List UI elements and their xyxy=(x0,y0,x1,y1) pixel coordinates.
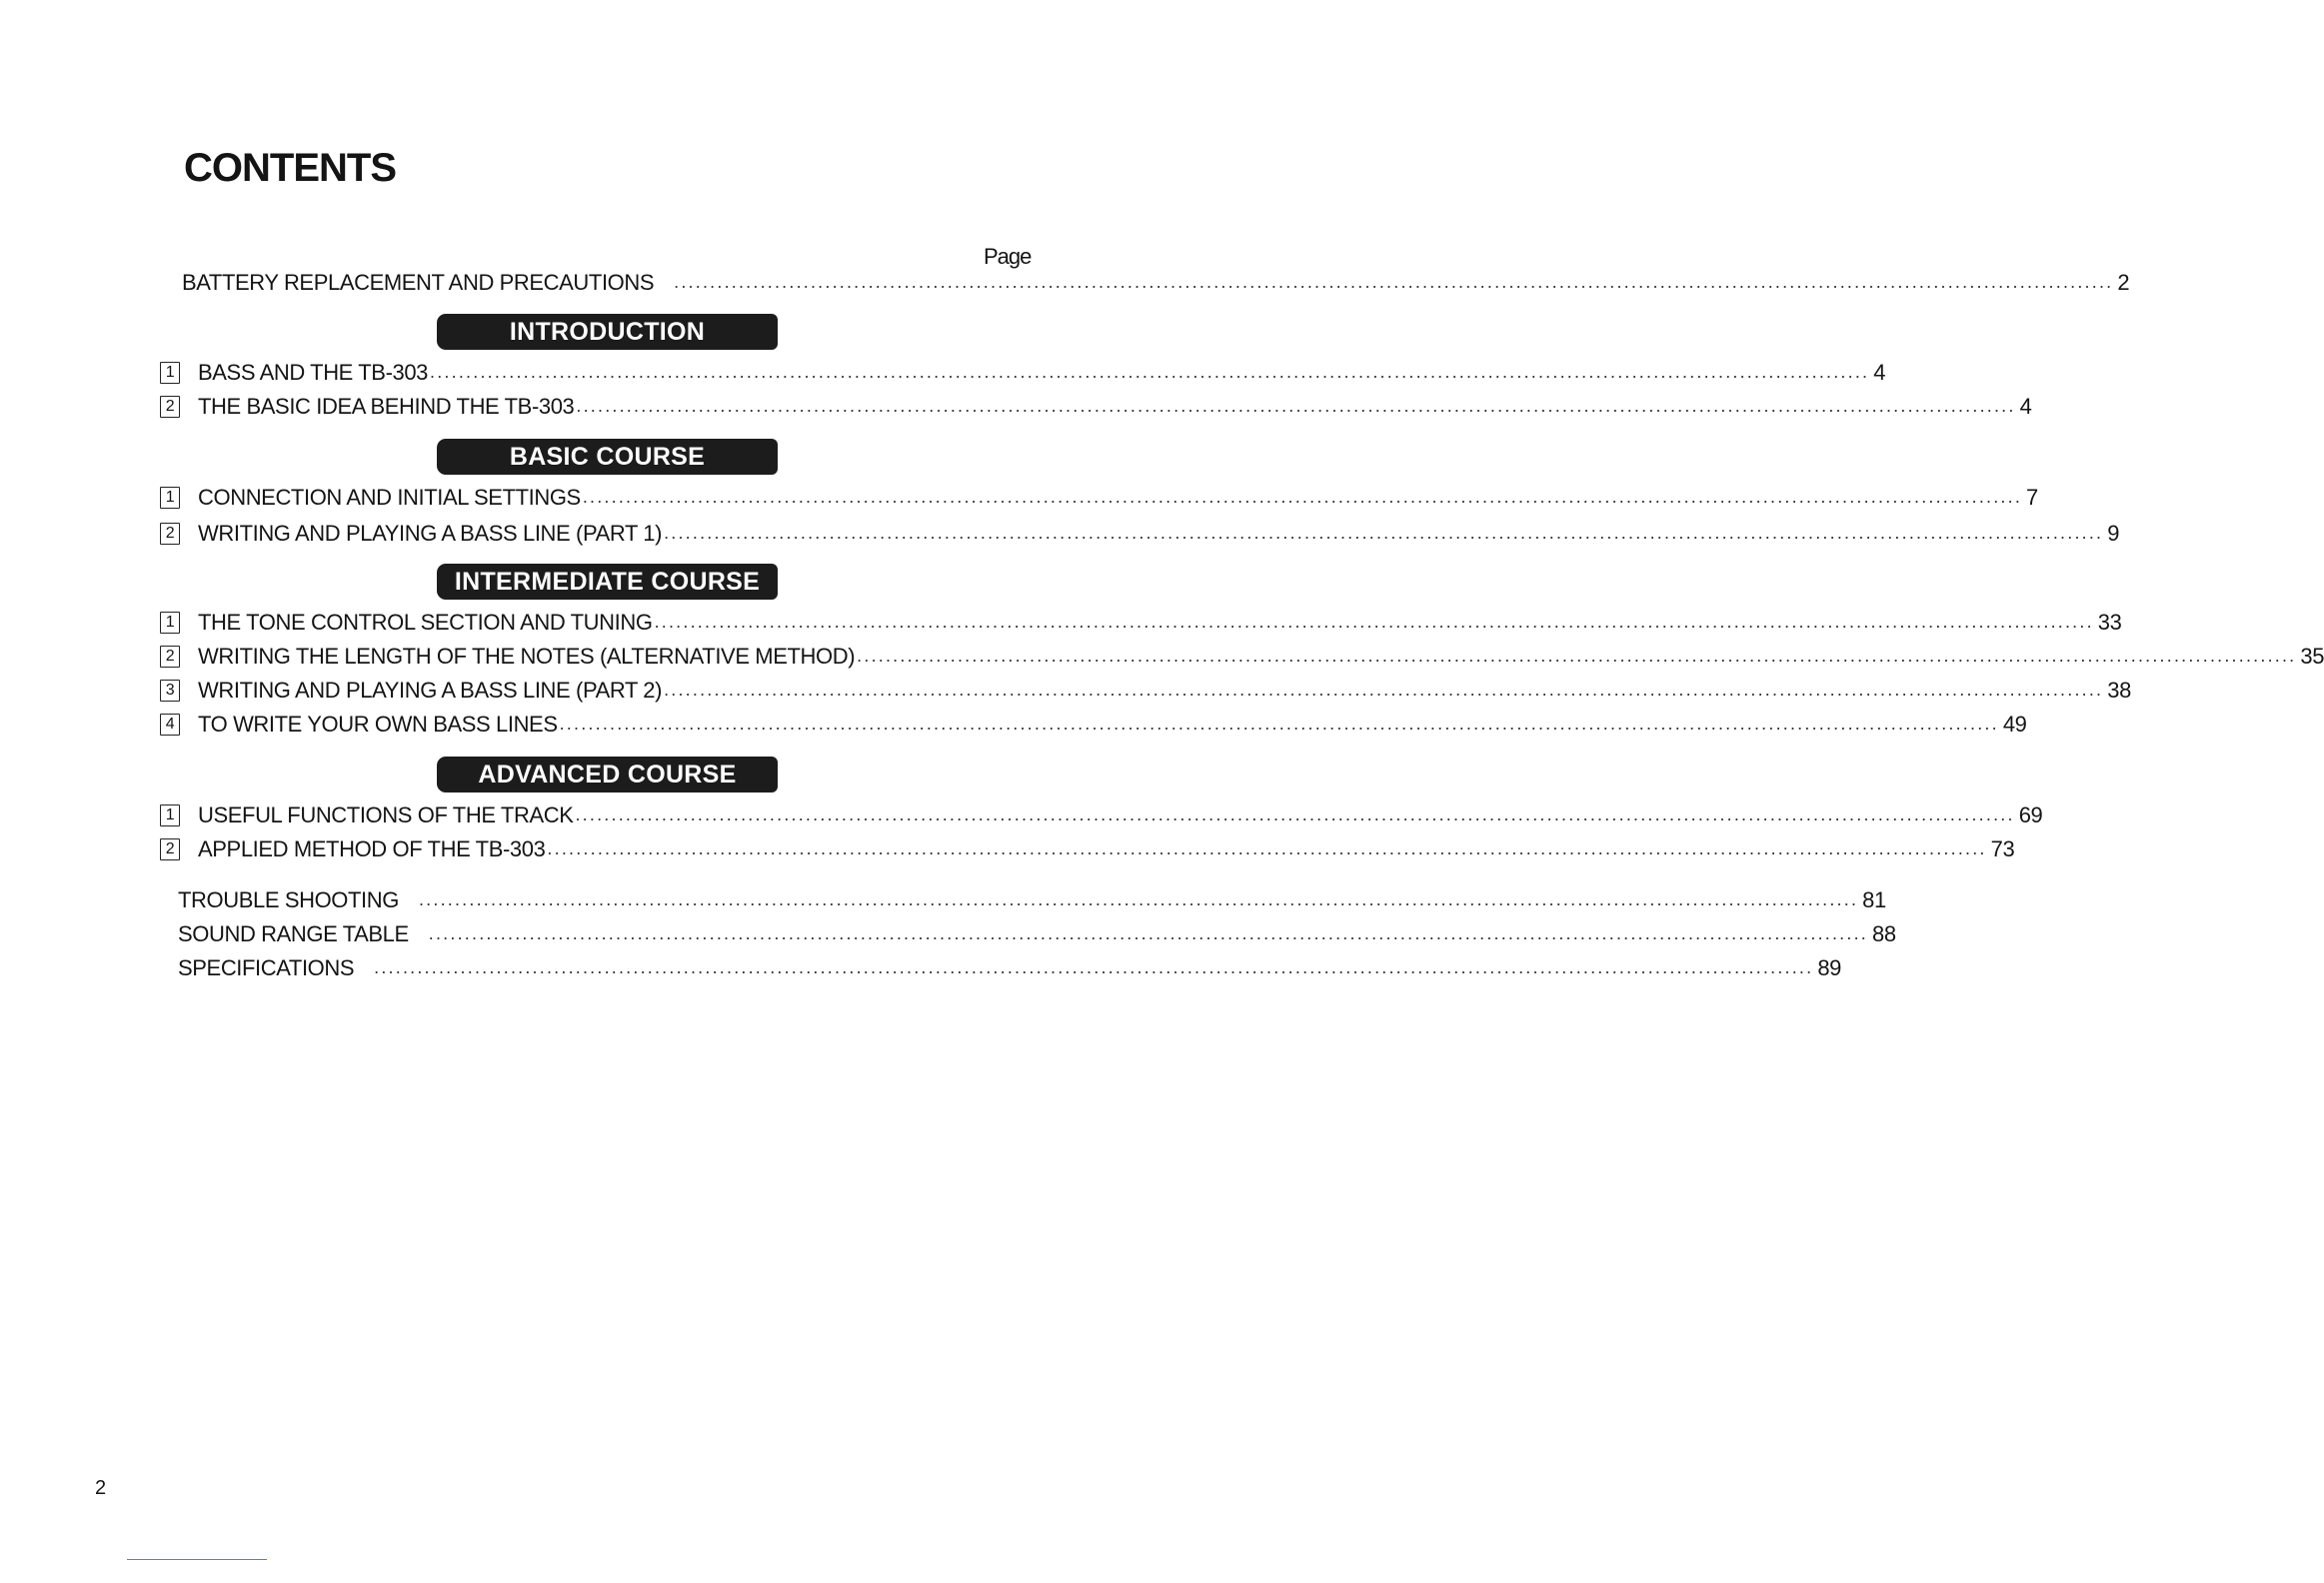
toc-entry-label: APPLIED METHOD OF THE TB-303 xyxy=(198,836,546,861)
page-column-label: Page xyxy=(984,244,1032,269)
section-number-box: 1 xyxy=(160,362,180,384)
toc-entry[interactable] xyxy=(160,392,2032,422)
toc-entry-page: 2 xyxy=(2117,270,2130,295)
dot-leader: ........................................................................................................................................................................................................ xyxy=(547,838,1987,858)
toc-entry-label: SPECIFICATIONS xyxy=(178,955,355,980)
dot-leader: ........................................................................................................................................................................................................ xyxy=(582,487,2023,507)
toc-entry-label: BATTERY REPLACEMENT AND PRECAUTIONS xyxy=(182,270,655,295)
dot-leader: ........................................................................................................................................................................................................ xyxy=(576,396,2016,416)
dot-leader: ........................................................................................................................................................................................................ xyxy=(575,804,2015,824)
toc-entry-page: 7 xyxy=(2026,485,2038,510)
toc-entry-page: 69 xyxy=(2018,802,2043,827)
toc-entry[interactable] xyxy=(182,268,2130,298)
dot-leader: ........................................................................................................................................................................................................ xyxy=(374,957,1814,977)
dot-leader: ........................................................................................................................................................................................................ xyxy=(430,362,1870,382)
toc-entry-label: SOUND RANGE TABLE xyxy=(178,921,409,946)
section-number-box: 2 xyxy=(160,838,180,860)
toc-entry-page: 73 xyxy=(1990,836,2015,861)
dot-leader: ........................................................................................................................................................................................................ xyxy=(664,680,2104,700)
toc-entry-label: TO WRITE YOUR OWN BASS LINES xyxy=(198,712,558,737)
toc-entry-page: 9 xyxy=(2107,521,2120,546)
toc-entry-page: 88 xyxy=(1871,921,1896,946)
dot-leader: ........................................................................................................................................................................................................ xyxy=(674,272,2114,292)
toc-entry-page: 89 xyxy=(1817,955,1842,980)
toc-entry[interactable] xyxy=(160,710,2027,740)
toc-entry-page: 49 xyxy=(2002,712,2027,737)
section-number-box: 1 xyxy=(160,804,180,826)
section-banner-advanced-course: ADVANCED COURSE xyxy=(437,757,778,792)
section-number-box: 1 xyxy=(160,487,180,509)
toc-entry-label: WRITING AND PLAYING A BASS LINE (PART 2) xyxy=(198,678,663,703)
toc-entry-label: THE BASIC IDEA BEHIND THE TB-303 xyxy=(198,394,575,419)
toc-entry-label: USEFUL FUNCTIONS OF THE TRACK xyxy=(198,802,574,827)
section-number-box: 3 xyxy=(160,680,180,702)
toc-entry[interactable] xyxy=(160,519,2120,549)
section-number-box: 2 xyxy=(160,396,180,418)
toc-entry[interactable] xyxy=(160,358,1886,388)
toc-entry-label: THE TONE CONTROL SECTION AND TUNING xyxy=(198,610,653,635)
toc-entry[interactable] xyxy=(160,608,2122,638)
toc-entry[interactable] xyxy=(178,885,1886,915)
toc-entry[interactable] xyxy=(160,483,2038,513)
toc-entry-label: WRITING THE LENGTH OF THE NOTES (ALTERNATIVE METHOD) xyxy=(198,644,856,669)
toc-entry-page: 33 xyxy=(2097,610,2122,635)
dot-leader: ........................................................................................................................................................................................................ xyxy=(664,523,2104,543)
section-number-box: 4 xyxy=(160,714,180,736)
toc-entry-page: 4 xyxy=(2019,394,2032,419)
section-banner-basic-course: BASIC COURSE xyxy=(437,439,778,475)
toc-entry-page: 81 xyxy=(1862,887,1886,912)
toc-entry-page: 4 xyxy=(1873,360,1886,385)
toc-entry-label: TROUBLE SHOOTING xyxy=(178,887,399,912)
dot-leader: ........................................................................................................................................................................................................ xyxy=(559,714,1999,734)
section-number-box: 2 xyxy=(160,523,180,545)
footer-page-number: 2 xyxy=(95,1477,107,1499)
dot-leader: ........................................................................................................................................................................................................ xyxy=(857,646,2297,666)
edge-divider xyxy=(127,1559,267,1560)
toc-entry[interactable] xyxy=(160,642,2324,672)
toc-entry-page: 35 xyxy=(2300,644,2324,669)
dot-leader: ........................................................................................................................................................................................................ xyxy=(428,923,1868,943)
section-banner-introduction: INTRODUCTION xyxy=(437,314,778,350)
toc-entry-label: CONNECTION AND INITIAL SETTINGS xyxy=(198,485,581,510)
toc-entry-label: WRITING AND PLAYING A BASS LINE (PART 1) xyxy=(198,521,663,546)
section-number-box: 2 xyxy=(160,646,180,668)
page-title: CONTENTS xyxy=(184,146,396,190)
dot-leader: ........................................................................................................................................................................................................ xyxy=(654,612,2094,632)
toc-entry-page: 38 xyxy=(2107,678,2131,703)
toc-entry[interactable] xyxy=(160,676,2131,706)
toc-entry-label: BASS AND THE TB-303 xyxy=(198,360,429,385)
section-number-box: 1 xyxy=(160,612,180,634)
toc-entry[interactable] xyxy=(160,834,2015,864)
toc-entry[interactable] xyxy=(178,953,1842,983)
toc-entry[interactable] xyxy=(160,800,2043,830)
toc-entry[interactable] xyxy=(178,919,1896,949)
section-banner-intermediate-course: INTERMEDIATE COURSE xyxy=(437,564,778,600)
dot-leader: ........................................................................................................................................................................................................ xyxy=(418,889,1859,909)
